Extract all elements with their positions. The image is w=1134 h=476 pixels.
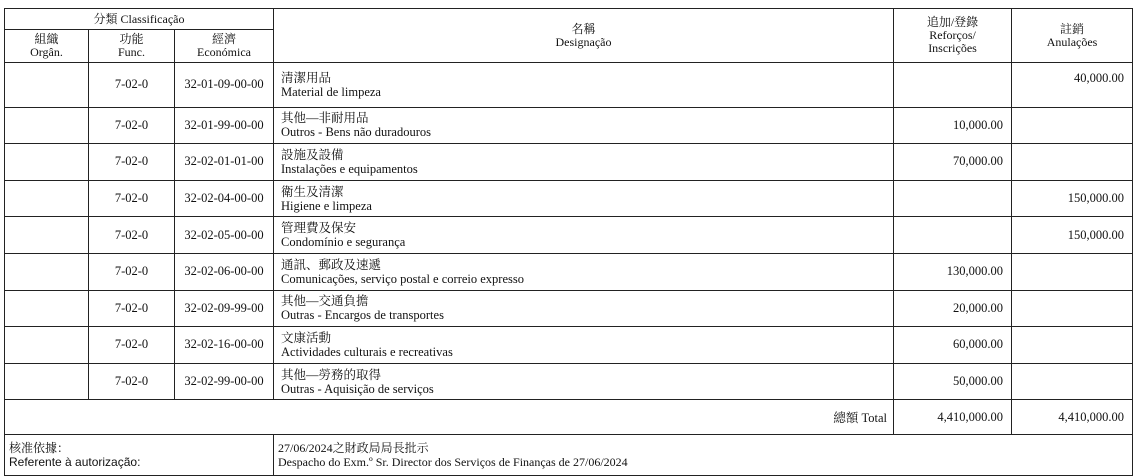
designation-pt: Higiene e limpeza (281, 198, 372, 213)
organ-cell (5, 363, 89, 400)
authorization-text-zh: 27/06/2024之財政局局長批示 (278, 441, 429, 456)
reforcos-value (894, 63, 1012, 108)
authorization-label-pt: Referente à autorização: (9, 455, 141, 470)
designation-header-zh: 名稱 (571, 21, 596, 36)
designation-cell (274, 144, 894, 181)
authorization-text (274, 435, 1133, 476)
func-code: 7-02-0 (89, 180, 175, 217)
designation-zh: 衛生及清潔 (281, 184, 344, 199)
table-row (5, 327, 1133, 364)
total-reforcos: 4,410,000.00 (894, 400, 1012, 435)
designation-cell (274, 217, 894, 254)
func-code: 7-02-0 (89, 327, 175, 364)
anulacoes-header-zh: 註銷 (1060, 21, 1085, 36)
designation-zh: 其他—交通負擔 (281, 294, 369, 309)
classification-header: 分類 Classificação (5, 9, 274, 30)
table-row (5, 107, 1133, 144)
designation-cell (274, 253, 894, 290)
anulacoes-value (1012, 253, 1133, 290)
econ-code: 32-02-04-00-00 (175, 180, 274, 217)
organ-cell (5, 63, 89, 108)
func-header-zh: 功能 (119, 32, 144, 46)
anulacoes-value (1012, 327, 1133, 364)
econ-code: 32-02-16-00-00 (175, 327, 274, 364)
table-row (5, 253, 1133, 290)
anulacoes-header (1012, 9, 1133, 63)
econ-code: 32-02-09-99-00 (175, 290, 274, 327)
func-code: 7-02-0 (89, 290, 175, 327)
table-row (5, 144, 1133, 181)
econ-code: 32-01-99-00-00 (175, 107, 274, 144)
func-code: 7-02-0 (89, 144, 175, 181)
func-header (89, 30, 175, 63)
anulacoes-header-pt: Anulações (1046, 34, 1098, 49)
anulacoes-value: 150,000.00 (1012, 217, 1133, 254)
reforcos-value: 60,000.00 (894, 327, 1012, 364)
econ-code: 32-02-05-00-00 (175, 217, 274, 254)
designation-zh: 清潔用品 (281, 70, 332, 85)
func-code: 7-02-0 (89, 363, 175, 400)
total-spacer (5, 400, 274, 435)
designation-pt: Comunicações, serviço postal e correio expresso (281, 271, 524, 286)
designation-cell (274, 63, 894, 108)
designation-cell (274, 180, 894, 217)
total-anulacoes: 4,410,000.00 (1012, 400, 1133, 435)
func-code: 7-02-0 (89, 217, 175, 254)
authorization-row (5, 435, 1133, 476)
authorization-label (5, 435, 274, 476)
table-row (5, 217, 1133, 254)
designation-pt: Outras - Aquisição de serviços (281, 381, 434, 396)
table-row (5, 63, 1133, 108)
organ-cell (5, 107, 89, 144)
designation-cell (274, 363, 894, 400)
designation-zh: 設施及設備 (281, 147, 344, 162)
organ-cell (5, 253, 89, 290)
reforcos-value (894, 217, 1012, 254)
table-row (5, 363, 1133, 400)
reforcos-value: 50,000.00 (894, 363, 1012, 400)
econ-header (175, 30, 274, 63)
func-header-pt: Func. (118, 45, 145, 59)
func-code: 7-02-0 (89, 63, 175, 108)
designation-zh: 通訊、郵政及速遞 (281, 257, 382, 272)
organ-header-pt: Orgân. (30, 45, 63, 59)
total-label: 總額 Total (274, 400, 894, 435)
anulacoes-value: 150,000.00 (1012, 180, 1133, 217)
organ-cell (5, 217, 89, 254)
table-row (5, 290, 1133, 327)
authorization-text-pt: Despacho do Exm.º Sr. Director dos Serviços de Finanças de 27/06/2024 (278, 455, 628, 470)
reforcos-header (894, 9, 1012, 63)
table-row (5, 180, 1133, 217)
designation-pt: Outros - Bens não duradouros (281, 125, 431, 140)
designation-header (274, 9, 894, 63)
table-body (5, 63, 1133, 400)
reforcos-header-zh: 追加/登錄 (926, 15, 979, 29)
organ-header-zh: 組織 (34, 32, 59, 46)
func-code: 7-02-0 (89, 253, 175, 290)
designation-cell (274, 107, 894, 144)
designation-zh: 其他—勞務的取得 (281, 367, 382, 382)
designation-pt: Outras - Encargos de transportes (281, 308, 444, 323)
econ-code: 32-01-09-00-00 (175, 63, 274, 108)
reforcos-header-pt2: Inscrições (928, 41, 977, 55)
total-row (5, 400, 1133, 435)
reforcos-value: 10,000.00 (894, 107, 1012, 144)
designation-pt: Material de limpeza (281, 84, 381, 99)
designation-cell (274, 290, 894, 327)
organ-cell (5, 144, 89, 181)
anulacoes-value (1012, 290, 1133, 327)
anulacoes-value (1012, 107, 1133, 144)
designation-zh: 文康活動 (281, 330, 332, 345)
designation-zh: 其他—非耐用品 (281, 111, 369, 126)
econ-code: 32-02-99-00-00 (175, 363, 274, 400)
anulacoes-value (1012, 363, 1133, 400)
designation-pt: Instalações e equipamentos (281, 161, 418, 176)
organ-cell (5, 180, 89, 217)
anulacoes-value (1012, 144, 1133, 181)
designation-pt: Condomínio e segurança (281, 235, 406, 250)
budget-table (4, 8, 1133, 476)
designation-zh: 管理費及保安 (281, 221, 357, 236)
anulacoes-value: 40,000.00 (1012, 63, 1133, 108)
organ-cell (5, 290, 89, 327)
reforcos-value (894, 180, 1012, 217)
func-code: 7-02-0 (89, 107, 175, 144)
reforcos-value: 70,000.00 (894, 144, 1012, 181)
designation-cell (274, 327, 894, 364)
authorization-label-zh: 核准依據： (9, 441, 70, 456)
reforcos-header-pt1: Reforços/ (929, 28, 976, 42)
econ-code: 32-02-01-01-00 (175, 144, 274, 181)
organ-cell (5, 327, 89, 364)
econ-header-zh: 經濟 (212, 32, 237, 46)
reforcos-value: 20,000.00 (894, 290, 1012, 327)
designation-header-pt: Designação (555, 34, 612, 49)
designation-pt: Actividades culturais e recreativas (281, 344, 453, 359)
organ-header (5, 30, 89, 63)
reforcos-value: 130,000.00 (894, 253, 1012, 290)
econ-header-pt: Económica (197, 45, 251, 59)
econ-code: 32-02-06-00-00 (175, 253, 274, 290)
